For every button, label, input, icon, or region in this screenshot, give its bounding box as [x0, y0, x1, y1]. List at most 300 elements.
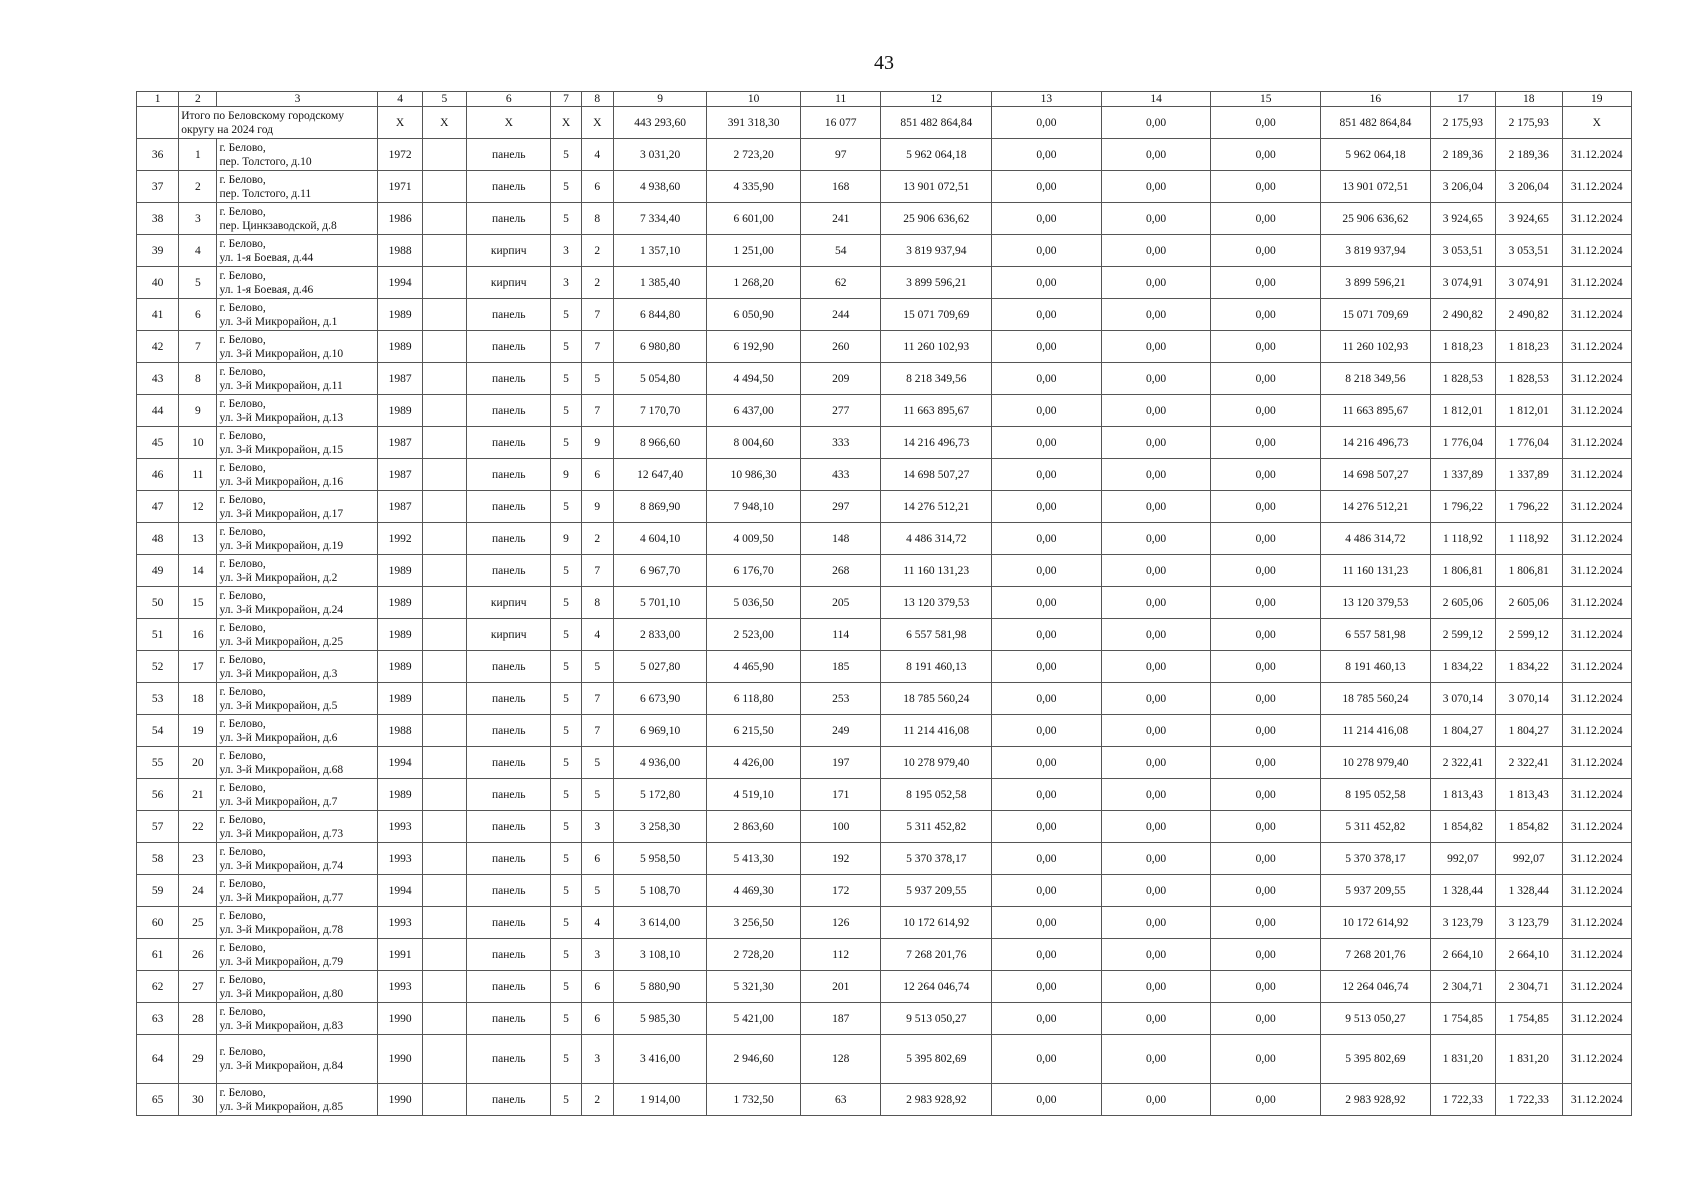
address-cell: [217, 555, 378, 587]
address-street: ул. 3-й Микрорайон, д.2: [219, 571, 338, 584]
cell-c5: [422, 939, 466, 971]
cell-u18: 1 818,23: [1496, 331, 1562, 363]
address-city: г. Белово,: [219, 1005, 266, 1018]
cell-fl: 5: [551, 683, 581, 715]
cell-u18: 1 796,22: [1496, 491, 1562, 523]
cell-p: 168: [800, 171, 880, 203]
table-row: [137, 875, 1632, 907]
cell-c5: [422, 587, 466, 619]
cell-en: 3: [581, 811, 613, 843]
cell-date: 31.12.2024: [1562, 299, 1632, 331]
cell-s16: 5 395 802,69: [1321, 1035, 1431, 1084]
cell-p: 126: [800, 907, 880, 939]
cell-u18: 1 722,33: [1496, 1084, 1562, 1116]
address-city: г. Белово,: [219, 749, 266, 762]
cell-fl: 5: [551, 875, 581, 907]
table-row: [137, 139, 1632, 171]
cell-u17: 1 118,92: [1430, 523, 1495, 555]
cell-c5: [422, 555, 466, 587]
cell-u18: 2 189,36: [1496, 139, 1562, 171]
cell-c5: [422, 779, 466, 811]
table-row: [137, 619, 1632, 651]
cell-mat: кирпич: [466, 587, 551, 619]
cell-u18: 1 806,81: [1496, 555, 1562, 587]
cell-n: 62: [137, 971, 179, 1003]
address-street: ул. 3-й Микрорайон, д.24: [219, 603, 344, 616]
cell-c5: [422, 747, 466, 779]
cell-sum: 7 268 201,76: [881, 939, 992, 971]
address-city: г. Белово,: [219, 429, 266, 442]
cell-c5: [422, 651, 466, 683]
cell-n: 38: [137, 203, 179, 235]
cell-z13: 0,00: [992, 939, 1102, 971]
address-city: г. Белово,: [219, 845, 266, 858]
cell-z15: 0,00: [1211, 1003, 1321, 1035]
cell-en: 6: [581, 843, 613, 875]
cell-date: 31.12.2024: [1562, 747, 1632, 779]
cell-n: 51: [137, 619, 179, 651]
address-city: г. Белово,: [219, 909, 266, 922]
cell-en: 7: [581, 715, 613, 747]
cell-z15: 0,00: [1211, 171, 1321, 203]
cell-year: 1990: [378, 1084, 422, 1116]
cell-p: 209: [800, 363, 880, 395]
cell-u18: 1 328,44: [1496, 875, 1562, 907]
cell-p: 253: [800, 683, 880, 715]
cell-u18: 3 123,79: [1496, 907, 1562, 939]
cell-date: 31.12.2024: [1562, 523, 1632, 555]
cell-a10: 6 050,90: [707, 299, 801, 331]
cell-sum: 15 071 709,69: [881, 299, 992, 331]
cell-n: 58: [137, 843, 179, 875]
cell-u18: 3 924,65: [1496, 203, 1562, 235]
cell-a9: 6 969,10: [613, 715, 707, 747]
table-row: [137, 747, 1632, 779]
cell-p: 249: [800, 715, 880, 747]
total-cell: 2 175,93: [1496, 107, 1562, 139]
cell-n: 55: [137, 747, 179, 779]
cell-s16: 5 370 378,17: [1321, 843, 1431, 875]
cell-z15: 0,00: [1211, 1035, 1321, 1084]
address-city: г. Белово,: [219, 525, 266, 538]
cell-mat: панель: [466, 203, 551, 235]
address-street: пер. Цинкзаводской, д.8: [219, 219, 337, 232]
cell-p: 112: [800, 939, 880, 971]
cell-a10: 4 519,10: [707, 779, 801, 811]
cell-i: 22: [179, 811, 217, 843]
cell-n: 44: [137, 395, 179, 427]
address-city: г. Белово,: [219, 813, 266, 826]
cell-z13: 0,00: [992, 459, 1102, 491]
cell-date: 31.12.2024: [1562, 1035, 1632, 1084]
cell-z13: 0,00: [992, 1003, 1102, 1035]
cell-z15: 0,00: [1211, 971, 1321, 1003]
cell-mat: кирпич: [466, 235, 551, 267]
address-city: г. Белово,: [219, 685, 266, 698]
column-number: 14: [1101, 92, 1211, 107]
cell-i: 2: [179, 171, 217, 203]
cell-u18: 2 322,41: [1496, 747, 1562, 779]
address-cell: [217, 715, 378, 747]
cell-s16: 5 962 064,18: [1321, 139, 1431, 171]
table-row: [137, 971, 1632, 1003]
cell-s16: 14 276 512,21: [1321, 491, 1431, 523]
cell-s16: 11 160 131,23: [1321, 555, 1431, 587]
cell-z15: 0,00: [1211, 491, 1321, 523]
address-cell: [217, 395, 378, 427]
address-street: ул. 3-й Микрорайон, д.83: [219, 1019, 344, 1032]
cell-a10: 8 004,60: [707, 427, 801, 459]
cell-en: 7: [581, 395, 613, 427]
cell-date: 31.12.2024: [1562, 811, 1632, 843]
cell-i: 1: [179, 139, 217, 171]
column-number: 16: [1321, 92, 1431, 107]
total-cell: X: [378, 107, 422, 139]
cell-date: 31.12.2024: [1562, 139, 1632, 171]
cell-i: 29: [179, 1035, 217, 1084]
table-row: [137, 907, 1632, 939]
cell-en: 4: [581, 619, 613, 651]
cell-c5: [422, 875, 466, 907]
cell-i: 25: [179, 907, 217, 939]
cell-c5: [422, 715, 466, 747]
cell-en: 9: [581, 491, 613, 523]
address-cell: [217, 1035, 378, 1084]
cell-p: 333: [800, 427, 880, 459]
cell-a10: 4 469,30: [707, 875, 801, 907]
cell-en: 4: [581, 139, 613, 171]
cell-a9: 8 869,90: [613, 491, 707, 523]
cell-s16: 14 216 496,73: [1321, 427, 1431, 459]
cell-z13: 0,00: [992, 651, 1102, 683]
address-cell: [217, 587, 378, 619]
cell-date: 31.12.2024: [1562, 875, 1632, 907]
cell-n: 41: [137, 299, 179, 331]
cell-a9: 3 031,20: [613, 139, 707, 171]
cell-u18: 1 834,22: [1496, 651, 1562, 683]
cell-u17: 1 813,43: [1430, 779, 1495, 811]
cell-s16: 5 937 209,55: [1321, 875, 1431, 907]
cell-a10: 6 601,00: [707, 203, 801, 235]
cell-n: 56: [137, 779, 179, 811]
cell-z13: 0,00: [992, 843, 1102, 875]
cell-date: 31.12.2024: [1562, 619, 1632, 651]
cell-sum: 6 557 581,98: [881, 619, 992, 651]
column-number: 19: [1562, 92, 1632, 107]
cell-z14: 0,00: [1101, 683, 1211, 715]
cell-u17: 3 924,65: [1430, 203, 1495, 235]
cell-a9: 5 108,70: [613, 875, 707, 907]
cell-en: 5: [581, 651, 613, 683]
address-cell: [217, 747, 378, 779]
cell-a9: 6 844,80: [613, 299, 707, 331]
cell-year: 1990: [378, 1003, 422, 1035]
cell-p: 54: [800, 235, 880, 267]
address-street: пер. Толстого, д.10: [219, 155, 312, 168]
cell-s16: 25 906 636,62: [1321, 203, 1431, 235]
address-cell: [217, 299, 378, 331]
total-cell: 2 175,93: [1430, 107, 1495, 139]
table-row: [137, 235, 1632, 267]
cell-c5: [422, 683, 466, 715]
cell-sum: 5 370 378,17: [881, 843, 992, 875]
address-city: г. Белово,: [219, 781, 266, 794]
column-number: 15: [1211, 92, 1321, 107]
address-street: ул. 3-й Микрорайон, д.11: [219, 379, 343, 392]
cell-p: 187: [800, 1003, 880, 1035]
cell-p: 197: [800, 747, 880, 779]
cell-a9: 1 914,00: [613, 1084, 707, 1116]
address-street: ул. 3-й Микрорайон, д.74: [219, 859, 344, 872]
cell-sum: 14 276 512,21: [881, 491, 992, 523]
cell-a10: 6 437,00: [707, 395, 801, 427]
cell-mat: панель: [466, 1003, 551, 1035]
cell-i: 28: [179, 1003, 217, 1035]
cell-date: 31.12.2024: [1562, 331, 1632, 363]
address-street: ул. 3-й Микрорайон, д.15: [219, 443, 344, 456]
cell-en: 6: [581, 459, 613, 491]
cell-s16: 11 260 102,93: [1321, 331, 1431, 363]
cell-u17: 2 189,36: [1430, 139, 1495, 171]
cell-n: 63: [137, 1003, 179, 1035]
address-cell: [217, 523, 378, 555]
cell-z15: 0,00: [1211, 235, 1321, 267]
cell-a9: 3 416,00: [613, 1035, 707, 1084]
cell-en: 7: [581, 331, 613, 363]
cell-mat: панель: [466, 971, 551, 1003]
cell-year: 1971: [378, 171, 422, 203]
cell-u17: 3 123,79: [1430, 907, 1495, 939]
cell-z14: 0,00: [1101, 555, 1211, 587]
address-street: ул. 3-й Микрорайон, д.77: [219, 891, 344, 904]
cell-u18: 3 074,91: [1496, 267, 1562, 299]
address-street: ул. 3-й Микрорайон, д.68: [219, 763, 344, 776]
table-row: [137, 1003, 1632, 1035]
cell-i: 18: [179, 683, 217, 715]
cell-fl: 5: [551, 651, 581, 683]
cell-z13: 0,00: [992, 1084, 1102, 1116]
cell-year: 1993: [378, 843, 422, 875]
address-street: ул. 3-й Микрорайон, д.19: [219, 539, 344, 552]
cell-a9: 5 027,80: [613, 651, 707, 683]
cell-u17: 1 337,89: [1430, 459, 1495, 491]
cell-a9: 5 054,80: [613, 363, 707, 395]
cell-year: 1990: [378, 1035, 422, 1084]
address-street: ул. 3-й Микрорайон, д.7: [219, 795, 338, 808]
cell-i: 24: [179, 875, 217, 907]
cell-date: 31.12.2024: [1562, 715, 1632, 747]
table-row: [137, 523, 1632, 555]
cell-u18: 1 776,04: [1496, 427, 1562, 459]
cell-a10: 4 009,50: [707, 523, 801, 555]
cell-s16: 2 983 928,92: [1321, 1084, 1431, 1116]
cell-z14: 0,00: [1101, 843, 1211, 875]
cell-a10: 5 413,30: [707, 843, 801, 875]
cell-a9: 6 673,90: [613, 683, 707, 715]
cell-n: 57: [137, 811, 179, 843]
address-street: ул. 3-й Микрорайон, д.84: [219, 1060, 344, 1072]
cell-sum: 5 395 802,69: [881, 1035, 992, 1084]
column-number: 6: [466, 92, 551, 107]
cell-a10: 7 948,10: [707, 491, 801, 523]
cell-date: 31.12.2024: [1562, 203, 1632, 235]
table-row: [137, 715, 1632, 747]
cell-z13: 0,00: [992, 427, 1102, 459]
cell-sum: 11 214 416,08: [881, 715, 992, 747]
cell-u18: 1 754,85: [1496, 1003, 1562, 1035]
cell-n: 54: [137, 715, 179, 747]
cell-u17: 3 070,14: [1430, 683, 1495, 715]
cell-p: 244: [800, 299, 880, 331]
cell-n: 48: [137, 523, 179, 555]
total-cell: X: [1562, 107, 1632, 139]
cell-n: 36: [137, 139, 179, 171]
empty-cell: [137, 107, 179, 139]
cell-c5: [422, 235, 466, 267]
cell-z13: 0,00: [992, 811, 1102, 843]
cell-z13: 0,00: [992, 139, 1102, 171]
cell-en: 3: [581, 939, 613, 971]
address-cell: [217, 1003, 378, 1035]
cell-sum: 25 906 636,62: [881, 203, 992, 235]
cell-date: 31.12.2024: [1562, 843, 1632, 875]
cell-s16: 3 899 596,21: [1321, 267, 1431, 299]
table-row: [137, 843, 1632, 875]
address-cell: [217, 427, 378, 459]
cell-n: 50: [137, 587, 179, 619]
address-city: г. Белово,: [219, 941, 266, 954]
address-street: ул. 3-й Микрорайон, д.13: [219, 411, 344, 424]
cell-en: 4: [581, 907, 613, 939]
cell-sum: 13 901 072,51: [881, 171, 992, 203]
cell-fl: 5: [551, 1003, 581, 1035]
cell-z13: 0,00: [992, 491, 1102, 523]
cell-z13: 0,00: [992, 331, 1102, 363]
table-row: [137, 1084, 1632, 1116]
cell-a9: 7 334,40: [613, 203, 707, 235]
cell-u18: 1 831,20: [1496, 1035, 1562, 1084]
cell-a9: 6 967,70: [613, 555, 707, 587]
cell-u17: 1 754,85: [1430, 1003, 1495, 1035]
cell-a10: 4 465,90: [707, 651, 801, 683]
address-cell: [217, 843, 378, 875]
table-row: [137, 171, 1632, 203]
cell-z15: 0,00: [1211, 1084, 1321, 1116]
cell-i: 4: [179, 235, 217, 267]
cell-c5: [422, 171, 466, 203]
cell-a9: 5 701,10: [613, 587, 707, 619]
housing-table: [136, 91, 1632, 1116]
cell-z13: 0,00: [992, 619, 1102, 651]
cell-date: 31.12.2024: [1562, 651, 1632, 683]
cell-n: 65: [137, 1084, 179, 1116]
address-cell: [217, 491, 378, 523]
total-cell: 0,00: [1211, 107, 1321, 139]
cell-fl: 5: [551, 363, 581, 395]
cell-z13: 0,00: [992, 363, 1102, 395]
cell-a9: 8 966,60: [613, 427, 707, 459]
cell-i: 6: [179, 299, 217, 331]
cell-sum: 4 486 314,72: [881, 523, 992, 555]
total-cell: X: [466, 107, 551, 139]
cell-fl: 5: [551, 331, 581, 363]
column-number-row: [137, 92, 1632, 107]
cell-year: 1987: [378, 427, 422, 459]
cell-z14: 0,00: [1101, 459, 1211, 491]
cell-c5: [422, 1035, 466, 1084]
cell-z14: 0,00: [1101, 907, 1211, 939]
cell-z13: 0,00: [992, 395, 1102, 427]
cell-s16: 11 214 416,08: [1321, 715, 1431, 747]
cell-mat: панель: [466, 779, 551, 811]
cell-a10: 6 118,80: [707, 683, 801, 715]
cell-fl: 5: [551, 971, 581, 1003]
cell-s16: 8 218 349,56: [1321, 363, 1431, 395]
address-city: г. Белово,: [219, 365, 266, 378]
cell-u17: 3 206,04: [1430, 171, 1495, 203]
cell-fl: 5: [551, 747, 581, 779]
cell-u18: 3 206,04: [1496, 171, 1562, 203]
cell-a10: 5 036,50: [707, 587, 801, 619]
cell-sum: 3 819 937,94: [881, 235, 992, 267]
cell-date: 31.12.2024: [1562, 907, 1632, 939]
cell-a9: 4 604,10: [613, 523, 707, 555]
cell-mat: кирпич: [466, 267, 551, 299]
cell-z14: 0,00: [1101, 939, 1211, 971]
total-cell: 443 293,60: [613, 107, 707, 139]
column-number: 3: [217, 92, 378, 107]
cell-sum: 12 264 046,74: [881, 971, 992, 1003]
cell-sum: 10 278 979,40: [881, 747, 992, 779]
cell-c5: [422, 267, 466, 299]
cell-a9: 4 938,60: [613, 171, 707, 203]
cell-year: 1989: [378, 299, 422, 331]
address-street: ул. 1-я Боевая, д.46: [219, 283, 314, 296]
cell-z15: 0,00: [1211, 907, 1321, 939]
address-cell: [217, 651, 378, 683]
cell-date: 31.12.2024: [1562, 939, 1632, 971]
cell-z13: 0,00: [992, 267, 1102, 299]
cell-fl: 5: [551, 907, 581, 939]
address-city: г. Белово,: [219, 461, 266, 474]
cell-sum: 8 191 460,13: [881, 651, 992, 683]
cell-z14: 0,00: [1101, 971, 1211, 1003]
address-street: ул. 3-й Микрорайон, д.85: [219, 1100, 344, 1113]
cell-mat: панель: [466, 651, 551, 683]
cell-a9: 3 614,00: [613, 907, 707, 939]
cell-s16: 3 819 937,94: [1321, 235, 1431, 267]
address-street: ул. 3-й Микрорайон, д.79: [219, 955, 344, 968]
cell-s16: 4 486 314,72: [1321, 523, 1431, 555]
table-row: [137, 299, 1632, 331]
total-cell: X: [581, 107, 613, 139]
cell-a10: 2 523,00: [707, 619, 801, 651]
cell-a9: 5 880,90: [613, 971, 707, 1003]
cell-z13: 0,00: [992, 523, 1102, 555]
cell-a9: 4 936,00: [613, 747, 707, 779]
cell-z15: 0,00: [1211, 267, 1321, 299]
cell-mat: панель: [466, 459, 551, 491]
cell-year: 1986: [378, 203, 422, 235]
cell-a10: 4 494,50: [707, 363, 801, 395]
cell-z15: 0,00: [1211, 427, 1321, 459]
cell-z15: 0,00: [1211, 619, 1321, 651]
cell-z14: 0,00: [1101, 747, 1211, 779]
cell-fl: 5: [551, 555, 581, 587]
address-cell: [217, 619, 378, 651]
cell-c5: [422, 459, 466, 491]
cell-sum: 5 311 452,82: [881, 811, 992, 843]
